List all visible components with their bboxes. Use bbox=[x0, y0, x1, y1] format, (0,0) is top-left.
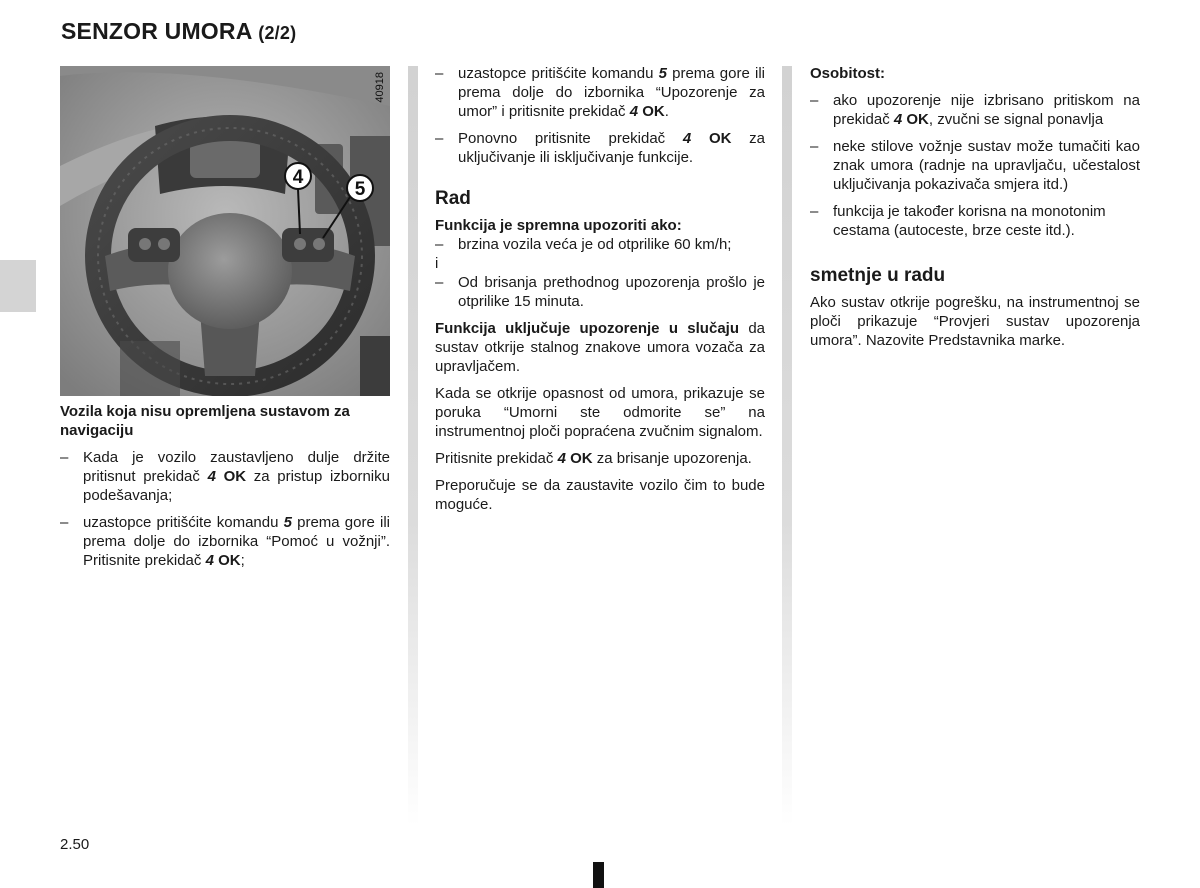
list-item bbox=[435, 64, 765, 121]
dash-marker: – bbox=[810, 138, 819, 155]
list-item bbox=[810, 91, 1140, 129]
text-span: neke stilove vožnje sustav može tumačiti kao znak umora (radnje na upravljaču, učestalost uključivanja pokazivača smjera itd.) bbox=[833, 138, 1140, 193]
activates-paragraph bbox=[435, 319, 765, 376]
text-span: uzastopce pritišćite komandu bbox=[458, 65, 659, 82]
fatigue-paragraph: Kada se otkrije opasnost od umora, prikazuje se poruka “Umorni ste odmorite se” na instrumentnoj ploči popraćena zvučnim signalom. bbox=[435, 385, 765, 440]
column-separator bbox=[408, 66, 418, 826]
title-text: SENZOR UMORA bbox=[61, 18, 252, 44]
column-1 bbox=[60, 402, 390, 578]
control-number: 5 bbox=[658, 65, 667, 82]
figure-code: 40918 bbox=[374, 72, 386, 103]
dash-marker: – bbox=[435, 130, 444, 147]
control-number: 4 bbox=[205, 552, 214, 569]
ok-label: OK bbox=[691, 130, 732, 147]
ok-label: OK bbox=[213, 552, 241, 569]
text-span: . bbox=[664, 103, 669, 120]
text-span: Pritisnite prekidač bbox=[435, 450, 558, 467]
text-span: Kada je vozilo zaustavljeno dulje držite pritisnut prekidač bbox=[83, 449, 390, 485]
list-item bbox=[435, 129, 765, 167]
page-title bbox=[61, 18, 296, 45]
ok-label: OK bbox=[565, 450, 593, 467]
dash-marker: – bbox=[810, 92, 819, 109]
text-span: brzina vozila veća je od otprilike 60 km/h; bbox=[458, 236, 732, 253]
section-heading-faults: smetnje u radu bbox=[810, 265, 946, 286]
column-separator bbox=[782, 66, 792, 826]
text-span: Ponovno pritisnite prekidač bbox=[458, 130, 683, 147]
dash-marker: – bbox=[435, 65, 444, 82]
ok-label: OK bbox=[902, 111, 929, 128]
fault-paragraph: Ako sustav otkrije pogrešku, na instrumentnoj se ploči prikazuje “Provjeri sustav upozorenja umora”. Nazovite Predstavnika marke. bbox=[810, 294, 1140, 349]
text-span: prema gore ili prema dolje do izbornika “Upozorenje za umor” i pritisnite prekidač bbox=[458, 65, 765, 120]
stop-paragraph: Preporučuje se da zaustavite vozilo čim to bude moguće. bbox=[435, 477, 765, 513]
text-span: funkcija je također korisna na monotonim cestama (autoceste, brze ceste itd.). bbox=[833, 203, 1106, 239]
text-span: da sustav otkrije stalnog znakove umora vozača za upravljačem. bbox=[435, 320, 766, 375]
column-2 bbox=[435, 64, 765, 522]
list-item bbox=[810, 202, 1140, 240]
text-span: za pristup izborniku podešavanja; bbox=[83, 468, 390, 504]
title-part: (2/2) bbox=[258, 23, 297, 43]
ok-label: OK bbox=[215, 468, 247, 485]
list-item bbox=[435, 235, 765, 254]
bold-text: Funkcija uključuje upozorenje u slučaju bbox=[435, 320, 739, 337]
and-word: i bbox=[435, 255, 439, 272]
text-span: Od brisanja prethodnog upozorenja prošlo je otprilike 15 minuta. bbox=[458, 274, 765, 310]
text-span: , zvučni se signal ponavlja bbox=[928, 111, 1104, 128]
steering-wheel-illustration bbox=[60, 66, 390, 396]
list-item bbox=[60, 513, 390, 570]
dash-marker: – bbox=[435, 274, 444, 291]
dash-marker: – bbox=[60, 514, 69, 531]
control-number: 5 bbox=[283, 514, 292, 531]
steering-wheel-photo bbox=[60, 66, 390, 396]
dash-marker: – bbox=[810, 203, 819, 220]
control-number: 4 bbox=[682, 130, 692, 147]
callout-4-label: 4 bbox=[292, 167, 304, 188]
column-3 bbox=[810, 64, 1140, 358]
clear-paragraph bbox=[435, 449, 765, 468]
text-span: za brisanje upozorenja. bbox=[592, 450, 752, 467]
list-item bbox=[60, 448, 390, 505]
dash-marker: – bbox=[435, 236, 444, 253]
special-heading: Osobitost: bbox=[810, 65, 885, 82]
list-item bbox=[435, 273, 765, 311]
col1-heading: Vozila koja nisu opremljena sustavom za navigaciju bbox=[60, 403, 350, 439]
control-number: 4 bbox=[207, 468, 216, 485]
control-number: 4 bbox=[893, 111, 903, 128]
ready-heading: Funkcija je spremna upozoriti ako: bbox=[435, 217, 682, 234]
dash-marker: – bbox=[60, 449, 69, 466]
page-marker bbox=[593, 862, 604, 888]
page-number: 2.50 bbox=[60, 836, 90, 853]
control-number: 4 bbox=[629, 103, 639, 120]
section-heading-rad: Rad bbox=[435, 188, 471, 209]
text-span: ; bbox=[240, 552, 245, 569]
list-item bbox=[810, 137, 1140, 194]
text-span: za uključivanje ili isključivanje funkcije. bbox=[458, 130, 766, 166]
callout-5-label: 5 bbox=[354, 179, 366, 200]
text-span: ako upozorenje nije izbrisano pritiskom na prekidač bbox=[833, 92, 1140, 128]
control-number: 4 bbox=[557, 450, 566, 467]
text-span: uzastopce pritišćite komandu bbox=[83, 514, 284, 531]
text-span: prema gore ili prema dolje do izbornika “Pomoć u vožnji”. Pritisnite prekidač bbox=[83, 514, 390, 569]
ok-label: OK bbox=[638, 103, 665, 120]
chapter-tab bbox=[0, 260, 36, 312]
